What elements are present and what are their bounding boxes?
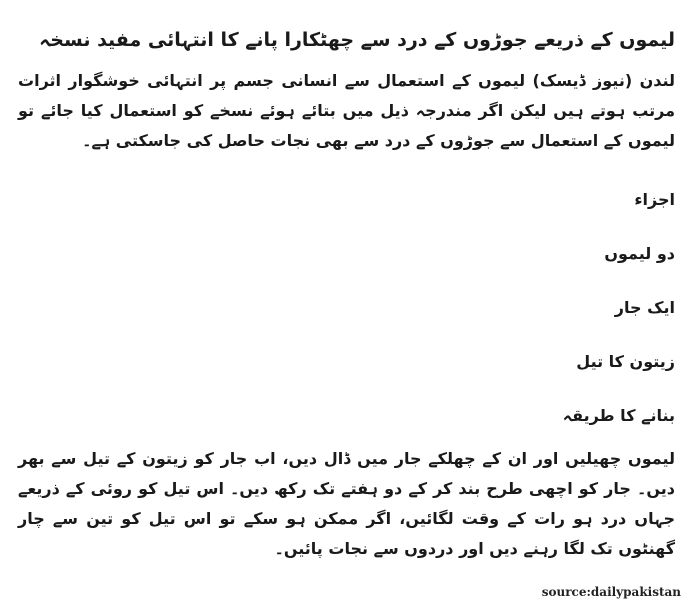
ingredient-item: زیتون کا تیل (576, 352, 675, 371)
ingredients-heading: اجزاء (634, 190, 675, 209)
ingredient-item: ایک جار (614, 298, 675, 317)
method-paragraph: لیموں چھیلیں اور ان کے چھلکے جار میں ڈال دیں، اب جار کو زیتون کے تیل سے بھر دیں۔ جار کو اچھی طرح بند کر کے دو ہفتے تک رکھ دیں۔ اس تیل کو روئی کے ذریعے جہاں درد ہو رات کے وقت لگائیں، اگر ممکن ہو سکے تو اس تیل کو تین سے چار گھنٹوں تک لگا رہنے دیں اور دردوں سے نجات پائیں۔ (18, 449, 675, 558)
ingredient-item: دو لیموں (604, 244, 675, 263)
intro-paragraph: لندن (نیوز ڈیسک) لیموں کے استعمال سے انسانی جسم پر انتہائی خوشگوار اثرات مرتب ہوتے ہیں لیکن اگر مندرجہ ذیل میں بتائے ہوئے نسخے کو استعمال کیا جائے تو لیموں کے استعمال سے جوڑوں کے درد سے بھی نجات حاصل کی جاسکتی ہے۔ (18, 71, 675, 150)
method-heading: بنانے کا طریقہ (562, 406, 675, 425)
article (18, 26, 675, 564)
source-credit: source:dailypakistan (541, 585, 681, 599)
article-title: لیموں کے ذریعے جوڑوں کے درد سے چھٹکارا پانے کا انتہائی مفید نسخہ (39, 29, 675, 51)
